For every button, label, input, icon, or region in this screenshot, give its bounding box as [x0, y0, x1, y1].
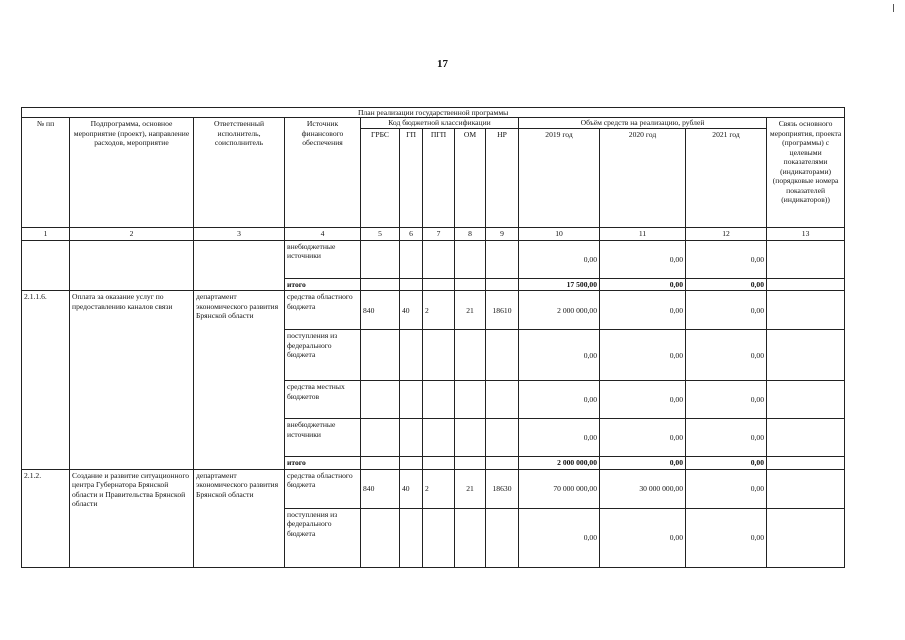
value-2019: 0,00: [519, 330, 600, 381]
col-number: 12: [686, 227, 767, 240]
grbs-cell: 840: [361, 291, 400, 330]
edge-mark: [893, 4, 894, 12]
value-2019: 0,00: [519, 240, 600, 278]
value-2020: 0,00: [600, 419, 686, 457]
header-link: Связь основного мероприятия, проекта (программы) с целевыми показателями (индикаторами) (порядковые номера показателей (индикаторов)): [767, 118, 845, 227]
source-cell: поступления из федерального бюджета: [285, 330, 361, 381]
value-2019: 0,00: [519, 419, 600, 457]
header-source: Источник финансового обеспечения: [285, 118, 361, 227]
value-2020: 0,00: [600, 291, 686, 330]
total-2019: 17 500,00: [519, 278, 600, 290]
col-number: 3: [194, 227, 285, 240]
nr-cell: 18610: [486, 291, 519, 330]
header-subprogram: Подпрограмма, основное мероприятие (проект), направление расходов, мероприятие: [70, 118, 194, 227]
num-cell: 2.1.2.: [22, 469, 70, 567]
responsible-cell: [194, 240, 285, 290]
total-label: итого: [285, 457, 361, 469]
header-responsible: Ответственный исполнитель, соисполнитель: [194, 118, 285, 227]
header-num: № пп: [22, 118, 70, 227]
col-number: 4: [285, 227, 361, 240]
pgp-cell: 2: [423, 469, 455, 508]
value-2021: 0,00: [686, 240, 767, 278]
header-nr: НР: [486, 128, 519, 227]
header-gp: ГП: [400, 128, 423, 227]
source-cell: внебюджетные источники: [285, 240, 361, 278]
gp-cell: 40: [400, 469, 423, 508]
om-cell: 21: [455, 469, 486, 508]
header-om: ОМ: [455, 128, 486, 227]
header-budget-code: Код бюджетной классификации: [361, 118, 519, 128]
header-volume: Объём средств на реализацию, рублей: [519, 118, 767, 128]
source-cell: средства областного бюджета: [285, 469, 361, 508]
table-caption: План реализации государственной программы: [22, 108, 845, 118]
header-2020: 2020 год: [600, 128, 686, 227]
responsible-cell: департамент экономического развития Брянской области: [194, 469, 285, 567]
grbs-cell: 840: [361, 469, 400, 508]
source-cell: средства областного бюджета: [285, 291, 361, 330]
header-2021: 2021 год: [686, 128, 767, 227]
col-number: 11: [600, 227, 686, 240]
col-number: 13: [767, 227, 845, 240]
table-row: [22, 291, 845, 330]
pgp-cell: 2: [423, 291, 455, 330]
col-number: 2: [70, 227, 194, 240]
col-number: 5: [361, 227, 400, 240]
header-2019: 2019 год: [519, 128, 600, 227]
value-2019: 0,00: [519, 381, 600, 419]
value-2021: 0,00: [686, 291, 767, 330]
value-2020: 0,00: [600, 240, 686, 278]
total-2021: 0,00: [686, 457, 767, 469]
col-number: 1: [22, 227, 70, 240]
value-2020: 30 000 000,00: [600, 469, 686, 508]
col-number: 6: [400, 227, 423, 240]
om-cell: 21: [455, 291, 486, 330]
value-2021: 0,00: [686, 469, 767, 508]
header-pgp: ПГП: [423, 128, 455, 227]
table-row: [22, 240, 845, 278]
total-label: итого: [285, 278, 361, 290]
num-cell: [22, 240, 70, 290]
table-row: [22, 469, 845, 508]
total-2020: 0,00: [600, 457, 686, 469]
value-2021: 0,00: [686, 381, 767, 419]
col-number: 8: [455, 227, 486, 240]
num-cell: 2.1.1.6.: [22, 291, 70, 469]
value-2019: 0,00: [519, 508, 600, 567]
responsible-cell: департамент экономического развития Брянской области: [194, 291, 285, 469]
value-2020: 0,00: [600, 381, 686, 419]
total-2020: 0,00: [600, 278, 686, 290]
source-cell: поступления из федерального бюджета: [285, 508, 361, 567]
name-cell: Создание и развитие ситуационного центра Губернатора Брянской области и Правительства Брянской области: [70, 469, 194, 567]
col-number: 9: [486, 227, 519, 240]
name-cell: [70, 240, 194, 290]
source-cell: внебюджетные источники: [285, 419, 361, 457]
nr-cell: 18630: [486, 469, 519, 508]
value-2019: 70 000 000,00: [519, 469, 600, 508]
value-2021: 0,00: [686, 330, 767, 381]
col-number: 7: [423, 227, 455, 240]
column-numbers-row: [22, 227, 845, 240]
header-grbs: ГРБС: [361, 128, 400, 227]
name-cell: Оплата за оказание услуг по предоставлению каналов связи: [70, 291, 194, 469]
page-number: 17: [437, 58, 448, 70]
gp-cell: 40: [400, 291, 423, 330]
value-2021: 0,00: [686, 419, 767, 457]
col-number: 10: [519, 227, 600, 240]
value-2019: 2 000 000,00: [519, 291, 600, 330]
value-2020: 0,00: [600, 330, 686, 381]
total-2019: 2 000 000,00: [519, 457, 600, 469]
value-2021: 0,00: [686, 508, 767, 567]
header-row: [22, 118, 845, 128]
source-cell: средства местных бюджетов: [285, 381, 361, 419]
value-2020: 0,00: [600, 508, 686, 567]
table-caption-row: [22, 108, 845, 118]
total-2021: 0,00: [686, 278, 767, 290]
program-plan-table: [21, 107, 845, 568]
